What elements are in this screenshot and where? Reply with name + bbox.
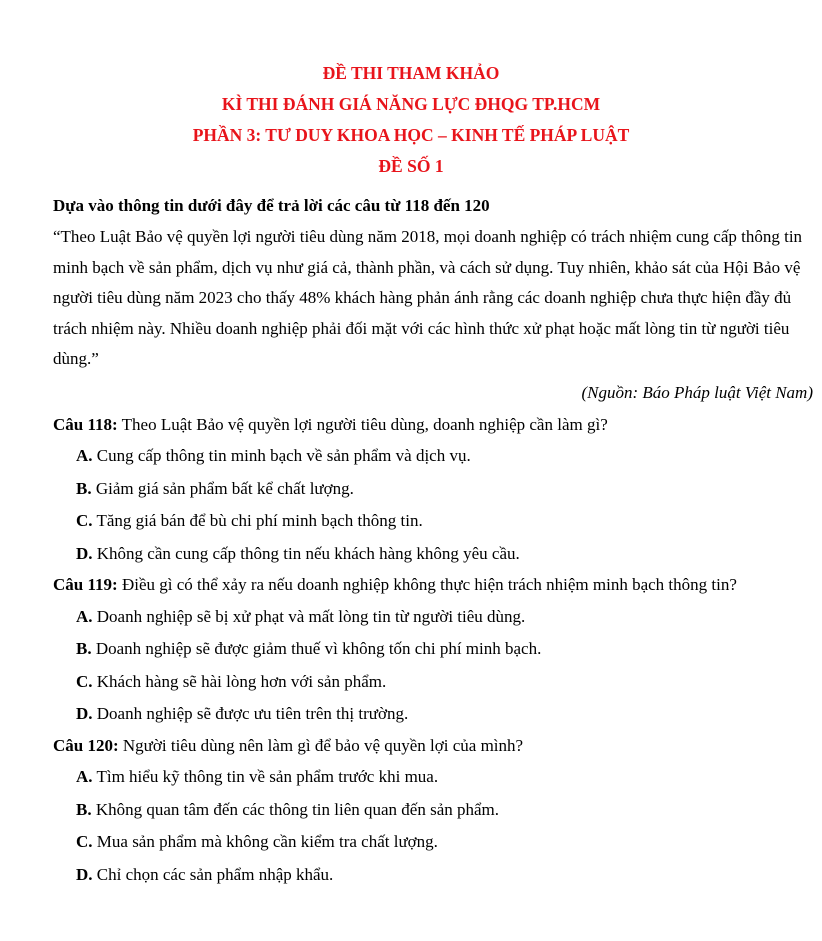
option-letter: B. [76, 639, 92, 658]
option-text: Doanh nghiệp sẽ được ưu tiên trên thị trường. [92, 704, 409, 723]
option-letter: C. [76, 511, 93, 530]
question-stem [53, 410, 813, 441]
exam-content [53, 191, 813, 891]
option-letter: B. [76, 799, 92, 819]
option-letter: D. [76, 864, 93, 884]
option-text: Khách hàng sẽ hài lòng hơn với sản phẩm. [92, 671, 387, 691]
option-text: Doanh nghiệp sẽ bị xử phạt và mất lòng tin từ người tiêu dùng. [92, 606, 526, 626]
question-text: Điều gì có thể xảy ra nếu doanh nghiệp không thực hiện trách nhiệm minh bạch thông tin? [117, 575, 737, 594]
option-letter: C. [76, 832, 93, 851]
option-text: Cung cấp thông tin minh bạch về sản phẩm và dịch vụ. [92, 446, 471, 465]
option-letter: D. [76, 704, 93, 723]
exam-section: PHẦN 3: TƯ DUY KHOA HỌC – KINH TẾ PHÁP LUẬT [192, 125, 630, 145]
exam-title: ĐỀ THI THAM KHẢO [322, 63, 500, 83]
option-a[interactable] [76, 761, 813, 794]
question-stem [53, 731, 813, 762]
option-text: Không quan tâm đến các thông tin liên quan đến sản phẩm. [91, 799, 500, 819]
intro-heading: Dựa vào thông tin dưới đây để trả lời các câu từ 118 đến 120 [53, 196, 490, 215]
question-label: Câu 119: [53, 575, 118, 594]
option-letter: B. [76, 478, 92, 498]
option-b[interactable] [76, 794, 813, 827]
option-a[interactable] [76, 440, 813, 473]
reading-passage: “Theo Luật Bảo vệ quyền lợi người tiêu dùng năm 2018, mọi doanh nghiệp có trách nhiệm cung cấp thông tin minh bạch về sản phẩm, dịch vụ như giá cả, thành phần, và cách sử dụng. Tuy nhiên, khảo sát của Hội Bảo vệ người tiêu dùng năm 2023 cho thấy 48% khách hàng phản ánh rằng các doanh nghiệp chưa thực hiện đầy đủ trách nhiệm này. Nhiều doanh nghiệp phải đối mặt với các hình thức xử phạt hoặc mất lòng tin từ người tiêu dùng.” [53, 227, 803, 368]
question-stem [53, 570, 813, 601]
question-119 [53, 570, 813, 731]
question-label: Câu 118: [53, 414, 118, 434]
option-d[interactable] [76, 859, 813, 892]
option-letter: A. [76, 446, 93, 465]
exam-number: ĐỀ SỐ 1 [378, 156, 444, 176]
option-text: Mua sản phẩm mà không cần kiểm tra chất lượng. [92, 832, 438, 851]
answer-options [53, 601, 813, 731]
option-c[interactable] [76, 826, 813, 859]
option-text: Không cần cung cấp thông tin nếu khách hàng không yêu cầu. [92, 543, 520, 563]
answer-options [53, 761, 813, 891]
option-b[interactable] [76, 633, 813, 666]
passage-source: (Nguồn: Báo Pháp luật Việt Nam) [581, 382, 813, 402]
option-letter: A. [76, 767, 93, 786]
exam-header [0, 58, 822, 182]
option-text: Doanh nghiệp sẽ được giảm thuế vì không tốn chi phí minh bạch. [91, 639, 542, 658]
option-text: Chỉ chọn các sản phẩm nhập khẩu. [92, 864, 334, 884]
question-120 [53, 731, 813, 892]
option-text: Tăng giá bán để bù chi phí minh bạch thông tin. [92, 511, 423, 530]
option-text: Tìm hiểu kỹ thông tin về sản phẩm trước khi mua. [92, 767, 439, 786]
option-a[interactable] [76, 601, 813, 634]
question-text: Người tiêu dùng nên làm gì để bảo vệ quyền lợi của mình? [118, 735, 524, 755]
question-label: Câu 120: [53, 735, 119, 755]
option-letter: A. [76, 606, 93, 626]
option-b[interactable] [76, 473, 813, 506]
option-c[interactable] [76, 666, 813, 699]
option-letter: C. [76, 671, 93, 691]
question-118 [53, 410, 813, 571]
answer-options [53, 440, 813, 570]
option-letter: D. [76, 543, 93, 563]
exam-name: KÌ THI ĐÁNH GIÁ NĂNG LỰC ĐHQG TP.HCM [221, 94, 601, 114]
option-d[interactable] [76, 538, 813, 571]
option-c[interactable] [76, 505, 813, 538]
question-text: Theo Luật Bảo vệ quyền lợi người tiêu dùng, doanh nghiệp cần làm gì? [117, 414, 608, 434]
option-d[interactable] [76, 698, 813, 731]
option-text: Giảm giá sản phẩm bất kể chất lượng. [91, 478, 354, 498]
